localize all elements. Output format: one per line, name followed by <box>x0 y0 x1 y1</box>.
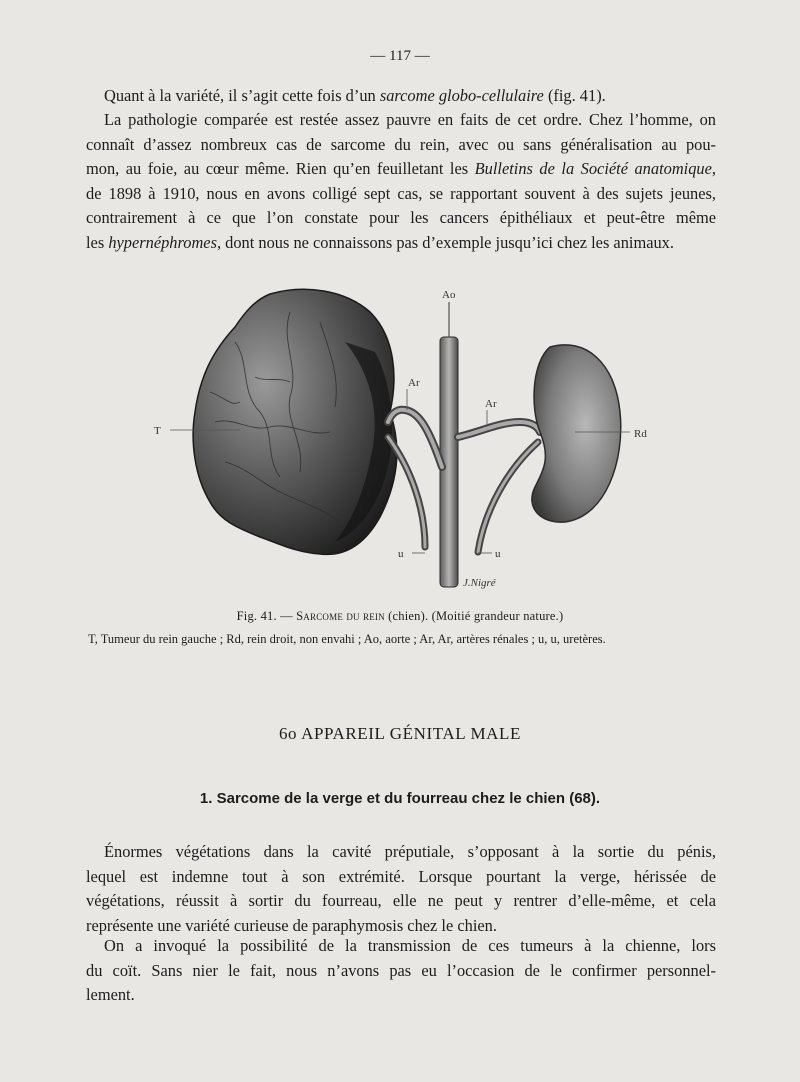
italic-term: Bulletins de la Société anatomique <box>474 159 712 178</box>
paragraph-3 <box>86 840 716 938</box>
text-run: , <box>711 159 716 178</box>
subsection-title: 1. Sarcome de la verge et du fourreau chez le chien (68). <box>199 790 601 807</box>
text-run: (fig. 41). <box>543 86 606 105</box>
label-renal-artery-right: Ar <box>485 398 497 410</box>
paragraph-3-line-1: Énormes végétations dans la cavité préputiale, s’opposant à la sortie du pénis, <box>104 842 716 861</box>
text-run: , dont nous ne connaissons pas d’exemple jusqu’ici chez les animaux. <box>216 232 674 252</box>
paragraph-2-line-4: de 1898 à 1910, nous en avons colligé sept cas, se rapportant souvent à des sujets jeunes, <box>86 183 716 203</box>
label-ureter-right: u <box>495 548 501 560</box>
paragraph-1 <box>86 84 716 109</box>
text-run: Fig. 41. — <box>236 609 297 623</box>
paragraph-2-line-3 <box>86 157 716 182</box>
paragraph-2-line-2: connaît d’assez nombreux cas de sarcome du rein, avec ou sans généralisation au pou- <box>86 134 716 154</box>
paragraph-4-line-1: On a invoqué la possibilité de la transmission de ces tumeurs à la chienne, lors <box>104 936 716 955</box>
label-t: T <box>154 425 161 437</box>
paragraph-4 <box>86 934 716 1008</box>
text-run: les <box>86 232 109 252</box>
right-ureter <box>478 442 538 552</box>
paragraph-4-line-2: du coït. Sans nier le fait, nous n’avons pas eu l’occasion de le confirmer personnel- <box>86 960 716 980</box>
kidney-illustration <box>140 282 680 597</box>
small-caps-title: Sarcome du rein <box>296 609 385 623</box>
italic-term: hypernéphromes <box>108 232 217 252</box>
label-aorta: Ao <box>442 289 456 301</box>
kidney-drawing <box>140 282 680 597</box>
paragraph-1-line <box>86 84 716 109</box>
label-right-kidney: Rd <box>634 428 647 440</box>
artist-signature: J.Nigré <box>463 577 496 589</box>
label-renal-artery-left: Ar <box>408 377 420 389</box>
section-title: 6o APPAREIL GÉNITAL MALE <box>278 724 522 743</box>
paragraph-2-line-6 <box>86 231 716 256</box>
paragraph-3-line-3: végétations, réussit à sortir du fourreau, elle ne peut y rentrer d’elle-même, et cela <box>86 891 716 910</box>
paragraph-4-line-3: lement. <box>86 985 135 1004</box>
paragraph-2-line-5: contrairement à ce que l’on constate pour les cancers épithéliaux et peut-être même <box>86 208 716 227</box>
paragraph-3-line-2: lequel est indemne tout à son extrémité. Lorsque pourtant la verge, hérissée de <box>86 866 716 886</box>
figure-caption <box>0 609 800 624</box>
italic-term: sarcome globo-cellulaire <box>379 86 544 105</box>
paragraph-3-line-4: représente une variété curieuse de paraphymosis chez le chien. <box>86 915 497 935</box>
label-ureter-left: u <box>398 548 404 560</box>
text-run: mon, au foie, au cœur même. Rien qu’en feuilletant les <box>86 159 475 178</box>
right-kidney <box>532 345 621 522</box>
paragraph-2 <box>86 108 716 255</box>
page-number: — 117 — <box>370 48 430 64</box>
text-run: (chien). (Moitié grandeur nature.) <box>384 609 564 623</box>
figure-legend: T, Tumeur du rein gauche ; Rd, rein droit, non envahi ; Ao, aorte ; Ar, Ar, artères rénales ; u, u, uretères. <box>88 632 606 646</box>
text-run: Quant à la variété, il s’agit cette fois d’un <box>104 86 380 105</box>
paragraph-2-line-1: La pathologie comparée est restée assez pauvre en faits de cet ordre. Chez l’homme, on <box>104 110 716 129</box>
